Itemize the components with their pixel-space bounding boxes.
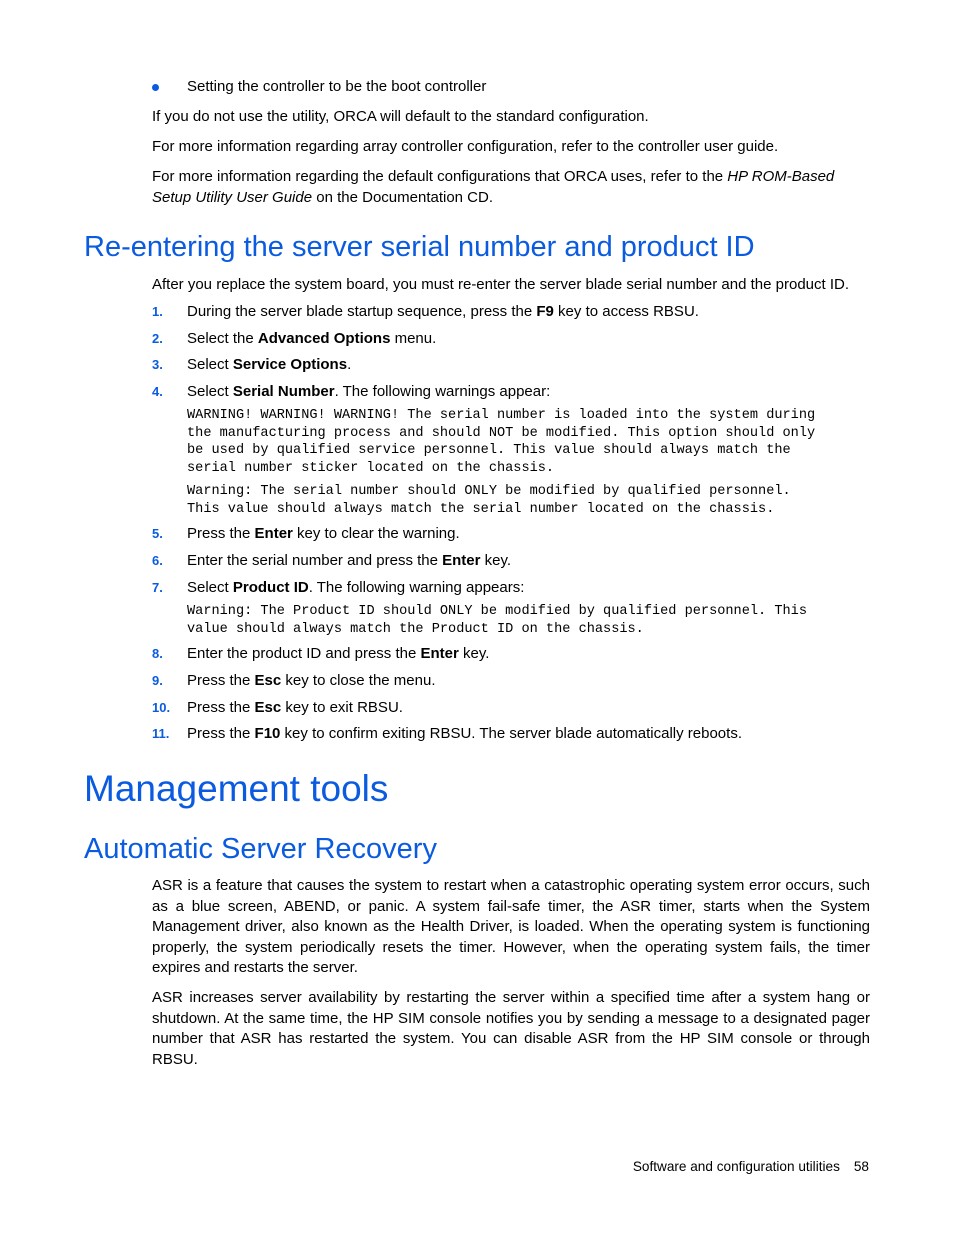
section-heading-serial-number: Re-entering the server serial number and product ID bbox=[84, 231, 755, 263]
step-text-a: Press the bbox=[187, 699, 255, 716]
step-text-c: key to clear the warning. bbox=[292, 525, 460, 542]
step-text bbox=[187, 724, 742, 744]
step-number: 5. bbox=[152, 526, 163, 541]
menu-label: Serial Number bbox=[232, 383, 335, 400]
menu-label: Service Options bbox=[232, 356, 348, 373]
warning-block-product-id: Warning: The Product ID should ONLY be modified by qualified personnel. This value should always match the Product ID on the chassis. bbox=[187, 604, 807, 637]
step-text-a: Press the bbox=[187, 672, 255, 689]
step-text-c: menu. bbox=[390, 330, 437, 347]
step-text-c: key to close the menu. bbox=[281, 672, 436, 689]
key-label: F10 bbox=[254, 725, 281, 742]
step-text-a: Select the bbox=[187, 330, 258, 347]
step-text bbox=[187, 329, 436, 349]
menu-label: Advanced Options bbox=[257, 330, 391, 347]
intro-paragraph-3 bbox=[152, 167, 870, 208]
step-text-c: . bbox=[347, 356, 352, 373]
intro-paragraph-3-text-b: on the Documentation CD. bbox=[312, 188, 494, 206]
step-text bbox=[187, 671, 435, 691]
bullet-dot-icon bbox=[152, 84, 159, 91]
bullet-text: Setting the controller to be the boot controller bbox=[187, 78, 487, 95]
intro-paragraph-3-text-a: For more information regarding the default configurations that ORCA uses, refer to the bbox=[152, 168, 728, 185]
step-number: 11. bbox=[152, 726, 170, 741]
step-text-a: Select bbox=[187, 356, 233, 373]
asr-paragraph-2: ASR increases server availability by restarting the server within a specified time after a system hang or shutdown. At the same time, the HP SIM console notifies you by sending a message to a designated pager number that ASR has restarted the system. You can disable ASR from the HP SIM console or through RBSU. bbox=[152, 989, 870, 1068]
step-number: 1. bbox=[152, 304, 163, 319]
step-text-c: key to access RBSU. bbox=[553, 303, 699, 320]
key-label: Enter bbox=[254, 525, 293, 542]
key-label: Esc bbox=[254, 672, 282, 689]
guide-title-link[interactable]: HP ROM-Based Setup Utility User Guide bbox=[152, 168, 835, 206]
footer-section-title: Software and configuration utilities bbox=[632, 1159, 840, 1174]
warning-block-serial-1: WARNING! WARNING! WARNING! The serial number is loaded into the system during the manufacturing process and should NOT be modified. This option should only be used by qualified service personnel. This value should always match the serial number sticker located on the chassis. bbox=[187, 408, 816, 476]
step-text-a: Select bbox=[187, 383, 233, 400]
asr-paragraph-1: ASR is a feature that causes the system to restart when a catastrophic operating system error occurs, such as a blue screen, ABEND, or panic. A system fail-safe timer, the ASR timer, starts when the System Management driver, also known as the Health Driver, is loaded. When the operating system is functioning properly, the system periodically resets the timer. However, when the operating system fails, the timer expires and restarts the server. bbox=[152, 877, 870, 976]
intro-paragraph-1: If you do not use the utility, ORCA will default to the standard configuration. bbox=[152, 108, 649, 125]
step-number: 4. bbox=[152, 384, 163, 399]
chapter-heading: Management tools bbox=[84, 768, 389, 809]
step-text bbox=[187, 355, 351, 375]
step-number: 3. bbox=[152, 357, 163, 372]
page-footer bbox=[633, 1158, 869, 1176]
step-number: 8. bbox=[152, 646, 163, 661]
step-number: 9. bbox=[152, 673, 163, 688]
key-label: Enter bbox=[420, 645, 459, 662]
section-heading-asr: Automatic Server Recovery bbox=[84, 833, 437, 865]
step-text bbox=[187, 382, 550, 402]
step-text-c: key. bbox=[458, 645, 490, 662]
step-text-c: . The following warning appears: bbox=[308, 579, 525, 596]
step-text-c: key. bbox=[480, 552, 512, 569]
intro-paragraph-2: For more information regarding array controller configuration, refer to the controller user guide. bbox=[152, 138, 779, 155]
step-number: 6. bbox=[152, 553, 163, 568]
step-text-a: During the server blade startup sequence, press the bbox=[187, 303, 537, 320]
key-label: Esc bbox=[254, 699, 282, 716]
step-text bbox=[187, 644, 489, 664]
step-text bbox=[187, 578, 524, 598]
menu-label: Product ID bbox=[232, 579, 309, 596]
step-text-a: Select bbox=[187, 579, 233, 596]
step-number: 2. bbox=[152, 331, 163, 346]
warning-block-serial-2: Warning: The serial number should ONLY be modified by qualified personnel. This value should always match the serial number located on the chassis. bbox=[187, 484, 791, 517]
step-text-a: Press the bbox=[187, 725, 255, 742]
step-text-a: Press the bbox=[187, 525, 255, 542]
page-number: 58 bbox=[853, 1159, 869, 1174]
section1-intro: After you replace the system board, you must re-enter the server blade serial number and the product ID. bbox=[152, 276, 850, 293]
step-text bbox=[187, 551, 511, 571]
step-text-c: key to exit RBSU. bbox=[281, 699, 403, 716]
step-text bbox=[187, 302, 699, 322]
step-text-c: key to confirm exiting RBSU. The server blade automatically reboots. bbox=[280, 725, 742, 742]
step-text-a: Enter the serial number and press the bbox=[187, 552, 443, 569]
step-text-a: Enter the product ID and press the bbox=[187, 645, 421, 662]
key-label: Enter bbox=[442, 552, 481, 569]
step-text bbox=[187, 698, 403, 718]
step-text-c: . The following warnings appear: bbox=[334, 383, 551, 400]
step-number: 7. bbox=[152, 580, 163, 595]
key-label: F9 bbox=[536, 303, 554, 320]
step-text bbox=[187, 524, 460, 544]
step-number: 10. bbox=[152, 700, 171, 715]
